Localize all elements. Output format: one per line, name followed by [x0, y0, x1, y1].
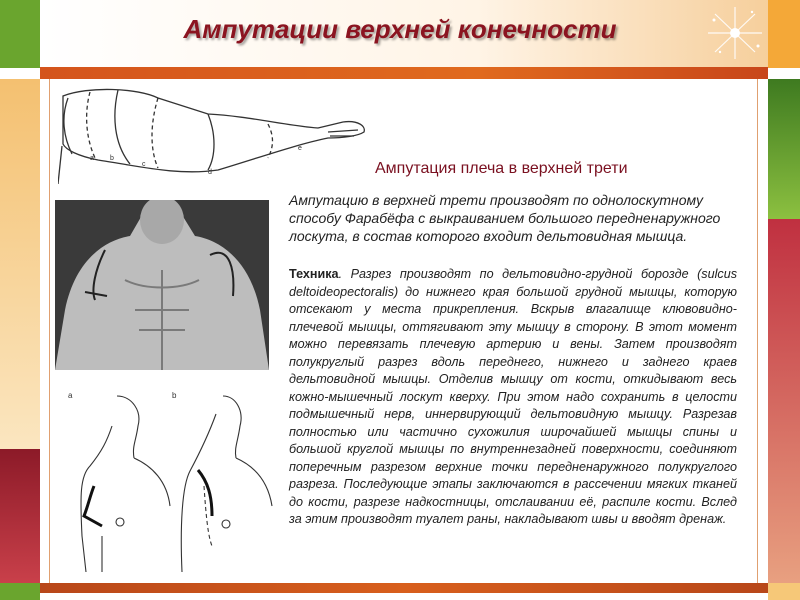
section-subtitle: Ампутация плеча в верхней трети: [375, 160, 628, 177]
left-tile-red: [0, 449, 40, 583]
torso-photo-sketch: [55, 200, 269, 370]
arm-label-d: d: [208, 169, 212, 176]
torso-photo: [55, 200, 269, 370]
technique-text: . Разрез производят по дельтовидно-грудной борозде (sulcus deltoideopectoralis) до нижнего края большой грудной мышцы, которую отсекают у места прикрепления. Вскрыв влагалище клювовидно-плечевой мышцы, оттягивают эту мышцу в сторону. В этот момент можно перевязать плечевую артерию и вены. Затем производят полукруглый разрез вдоль переднего, нижнего и заднего краев дельтовидной мышцы. Отделив мышцу от кости, откидывают весь кожно-мышечный лоскут кверху. При этом надо сохранить в целости подмышечный нерв, иннервирующий дельтовидную мышцу. Разрезав полностью или частично сухожилия широчайшей мышцы спины и большой круглой мышцы по внутреннезадней поверхности, соединяют поперечным разрезом верхние точки передненаружного полукруглого разреза. Последующие этапы заключаются в рассечении мягких тканей до кости, разрезе надкостницы, отслаивании её, распиле кости. Вслед за этим производят туалет раны, накладывают швы и вводят дренаж.: [289, 267, 737, 526]
left-tile-green-top: [0, 0, 40, 68]
arm-label-a: a: [90, 155, 94, 162]
header-band: [40, 67, 768, 79]
arm-amputation-diagram: [58, 84, 368, 184]
right-tile-cream: [768, 583, 800, 600]
right-tile-orange: [768, 0, 800, 68]
shoulder-incision-sketch-b: [168, 386, 278, 572]
arm-label-c: c: [142, 161, 146, 168]
sketch-label-b: b: [172, 391, 177, 400]
sparkle-icon: [700, 2, 770, 64]
right-tile-green: [768, 79, 800, 219]
technique-paragraph: [289, 266, 737, 529]
right-tile-red: [768, 219, 800, 583]
technique-label: Техника: [289, 267, 339, 281]
intro-paragraph: Ампутацию в верхней трети производят по однолоскутному способу Фарабёфа с выкраиванием большого передненаружного лоскута, в состав которого входит дельтовидная мышца.: [289, 192, 721, 244]
sketch-label-a: a: [68, 391, 73, 400]
frame-line-right: [757, 79, 758, 583]
page-title: Ампутации верхней конечности: [183, 14, 617, 44]
shoulder-incision-sketch-a: [62, 386, 172, 572]
footer-band: [40, 583, 768, 593]
left-tile-green-bottom: [0, 583, 40, 600]
arm-label-b: b: [110, 155, 114, 162]
arm-label-e: e: [298, 145, 302, 152]
left-tile-cream: [0, 79, 40, 449]
frame-line-left: [49, 79, 50, 583]
